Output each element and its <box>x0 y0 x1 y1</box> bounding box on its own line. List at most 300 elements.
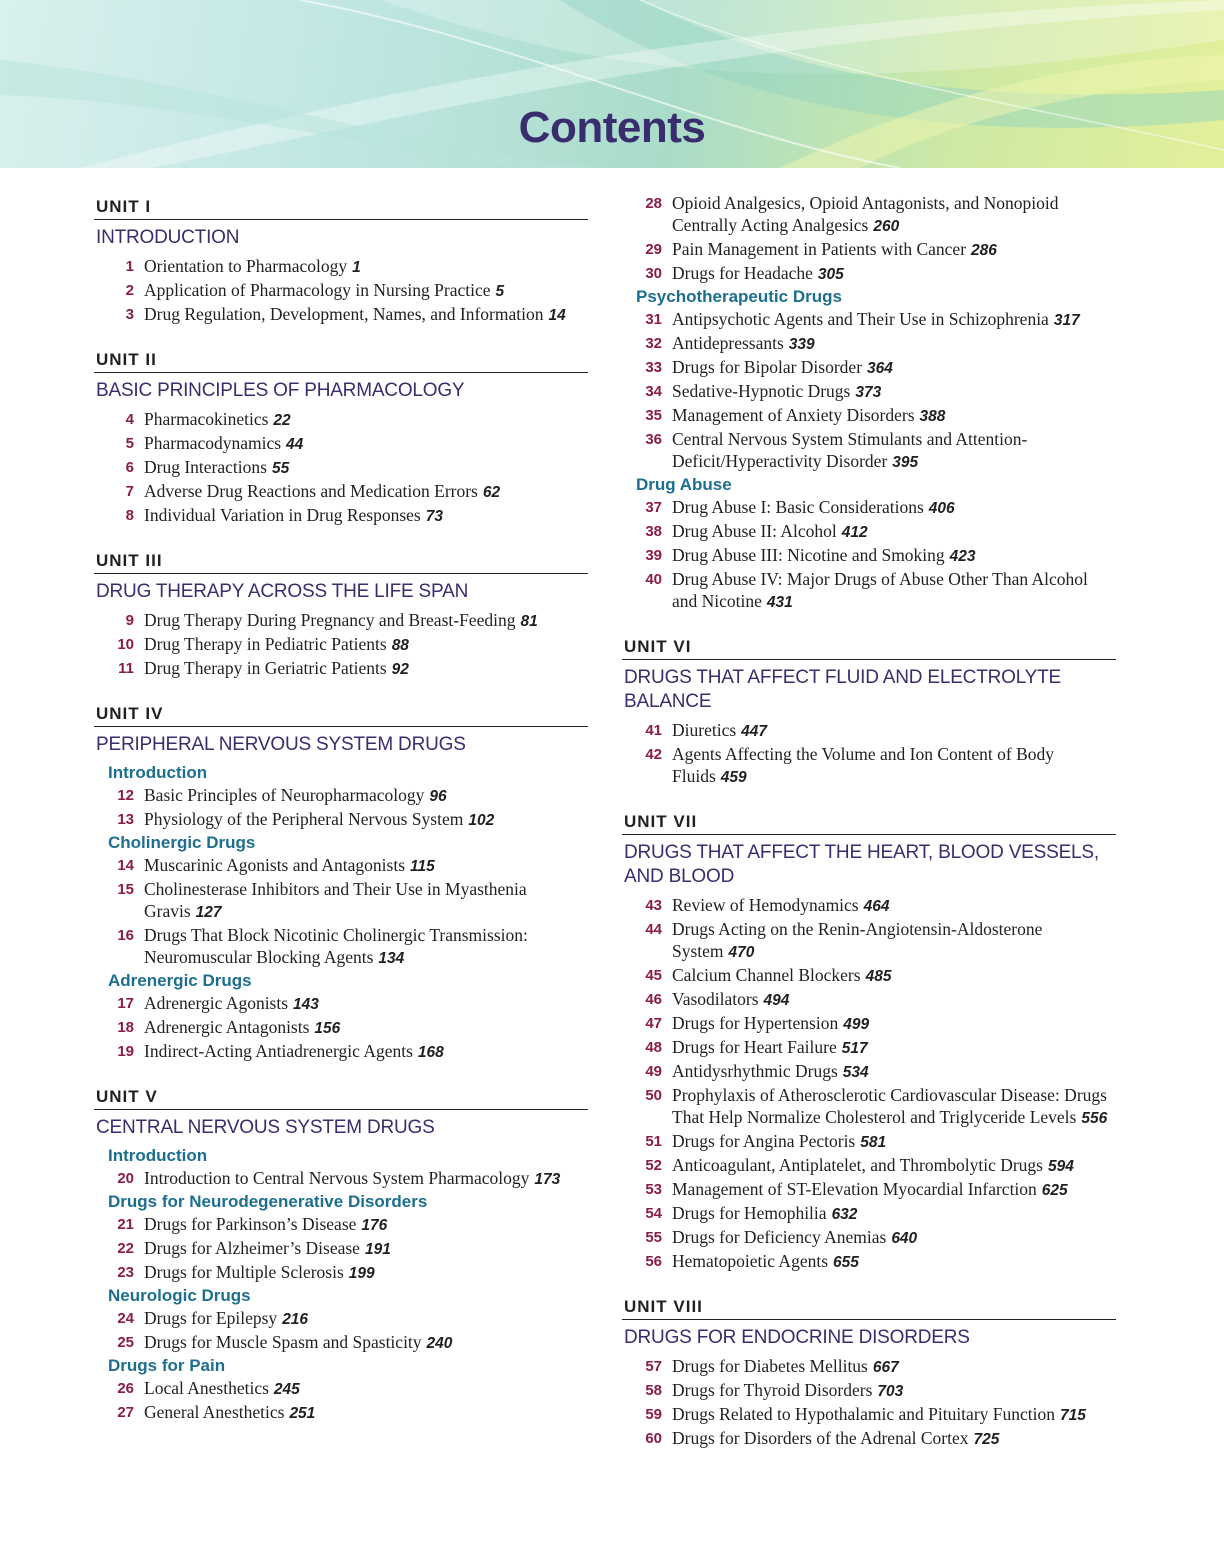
chapter-entry <box>622 743 1116 789</box>
chapter-number: 14 <box>117 857 134 874</box>
unit-block <box>622 1292 1116 1451</box>
chapter-number: 25 <box>117 1334 134 1351</box>
chapter-number: 31 <box>645 311 662 328</box>
chapter-number: 55 <box>645 1229 662 1246</box>
chapter-number: 20 <box>117 1170 134 1187</box>
chapter-page-number: 176 <box>361 1217 388 1234</box>
chapter-entry <box>94 480 588 504</box>
chapter-page-number: 632 <box>831 1206 858 1223</box>
chapter-page-number: 173 <box>534 1171 561 1188</box>
chapter-page-number: 517 <box>841 1040 868 1057</box>
unit-label: UNIT V <box>94 1082 588 1110</box>
chapter-entry <box>622 1202 1116 1226</box>
chapter-entry <box>622 520 1116 544</box>
chapter-text <box>672 496 1116 520</box>
chapter-title: Adrenergic Antagonists <box>144 1017 310 1037</box>
chapter-number: 3 <box>125 306 134 323</box>
section-title: Drug Abuse <box>636 475 732 494</box>
chapter-number: 24 <box>117 1310 134 1327</box>
unit-label: UNIT III <box>94 546 588 574</box>
chapter-number: 49 <box>645 1063 662 1080</box>
chapter-entry <box>94 1016 588 1040</box>
chapter-page-number: 499 <box>843 1016 870 1033</box>
page-title: Contents <box>518 103 706 152</box>
chapter-number: 44 <box>645 921 662 938</box>
chapter-entry <box>94 1167 588 1191</box>
toc-column-left <box>94 192 588 1443</box>
unit-title: DRUG THERAPY ACROSS THE LIFE SPAN <box>96 581 469 602</box>
chapter-title: Drug Therapy in Geriatric Patients <box>144 658 387 678</box>
section-title: Cholinergic Drugs <box>108 833 256 852</box>
chapter-title: Calcium Channel Blockers <box>672 965 861 985</box>
chapter-title: Application of Pharmacology in Nursing Practice <box>144 280 491 300</box>
chapter-title: Management of ST-Elevation Myocardial Infarction <box>672 1179 1037 1199</box>
chapter-text <box>672 1060 1116 1084</box>
chapter-text <box>672 568 1116 614</box>
chapter-entry <box>94 808 588 832</box>
chapter-entry <box>622 404 1116 428</box>
chapter-page-number: 494 <box>763 992 790 1009</box>
chapter-page-number: 73 <box>425 508 443 525</box>
chapter-entry <box>622 1226 1116 1250</box>
chapter-page-number: 191 <box>364 1241 391 1258</box>
chapter-number: 30 <box>645 265 662 282</box>
chapter-number: 46 <box>645 991 662 1008</box>
chapter-entry <box>94 1307 588 1331</box>
chapter-text <box>672 1012 1116 1036</box>
chapter-number: 37 <box>645 499 662 516</box>
chapter-title: Drugs for Disorders of the Adrenal Cortex <box>672 1428 969 1448</box>
chapter-number: 29 <box>645 241 662 258</box>
chapter-text <box>672 380 1116 404</box>
unit-title: BASIC PRINCIPLES OF PHARMACOLOGY <box>96 380 465 401</box>
chapter-entry <box>622 262 1116 286</box>
unit-title: CENTRAL NERVOUS SYSTEM DRUGS <box>96 1117 435 1138</box>
chapter-page-number: 655 <box>833 1254 859 1271</box>
chapter-title: Drugs for Multiple Sclerosis <box>144 1262 344 1282</box>
chapter-text <box>672 1427 1116 1451</box>
chapter-entry <box>94 609 588 633</box>
chapter-page-number: 388 <box>919 408 946 425</box>
unit-title: DRUGS THAT AFFECT FLUID AND ELECTROLYTE BALANCE <box>624 667 1062 712</box>
chapter-text <box>672 1250 1116 1274</box>
chapter-text <box>672 918 1116 964</box>
chapter-number: 56 <box>645 1253 662 1270</box>
chapter-number: 58 <box>645 1382 662 1399</box>
unit-block <box>622 807 1116 1274</box>
chapter-title: Drugs for Muscle Spasm and Spasticity <box>144 1332 422 1352</box>
chapter-entry <box>94 255 588 279</box>
chapter-entry <box>94 924 588 970</box>
chapter-entry <box>622 1130 1116 1154</box>
chapter-entry <box>622 1154 1116 1178</box>
chapter-text <box>672 192 1116 238</box>
chapter-text <box>672 308 1116 332</box>
chapter-entry <box>94 1040 588 1064</box>
chapter-page-number: 447 <box>741 723 768 740</box>
chapter-page-number: 240 <box>426 1335 453 1352</box>
chapter-number: 2 <box>125 282 134 299</box>
chapter-page-number: 556 <box>1081 1110 1108 1127</box>
chapter-number: 34 <box>645 383 662 400</box>
section-title: Neurologic Drugs <box>108 1286 251 1305</box>
chapter-text <box>144 303 588 327</box>
chapter-title: Cholinesterase Inhibitors and Their Use in Myasthenia Gravis <box>144 879 527 921</box>
chapter-number: 45 <box>645 967 662 984</box>
chapter-number: 32 <box>645 335 662 352</box>
chapter-text <box>144 1377 588 1401</box>
chapter-page-number: 667 <box>872 1359 899 1376</box>
chapter-page-number: 485 <box>865 968 892 985</box>
chapter-number: 8 <box>125 507 134 524</box>
chapter-text <box>672 1202 1116 1226</box>
chapter-text <box>144 1401 588 1425</box>
chapter-title: Opioid Analgesics, Opioid Antagonists, and Nonopioid Centrally Acting Analgesics <box>672 193 1059 235</box>
chapter-number: 15 <box>117 881 134 898</box>
unit-block <box>94 699 588 1064</box>
chapter-number: 19 <box>117 1043 134 1060</box>
chapter-title: Drugs for Hemophilia <box>672 1203 827 1223</box>
chapter-entry <box>622 1060 1116 1084</box>
chapter-number: 35 <box>645 407 662 424</box>
chapter-text <box>672 1130 1116 1154</box>
chapter-page-number: 81 <box>520 613 538 630</box>
chapter-number: 16 <box>117 927 134 944</box>
chapter-title: Drugs for Alzheimer’s Disease <box>144 1238 360 1258</box>
chapter-text <box>144 1237 588 1261</box>
chapter-text <box>672 1226 1116 1250</box>
chapter-page-number: 459 <box>720 769 747 786</box>
toc-column-right <box>622 192 1116 1469</box>
chapter-text <box>144 1213 588 1237</box>
chapter-entry <box>622 1250 1116 1274</box>
chapter-title: Management of Anxiety Disorders <box>672 405 915 425</box>
unit-label: UNIT I <box>94 192 588 220</box>
chapter-entry <box>622 428 1116 474</box>
chapter-text <box>144 1331 588 1355</box>
chapter-entry <box>622 918 1116 964</box>
chapter-page-number: 412 <box>841 524 868 541</box>
chapter-title: Drug Abuse II: Alcohol <box>672 521 837 541</box>
chapter-number: 53 <box>645 1181 662 1198</box>
chapter-text <box>672 719 1116 743</box>
chapter-title: Drugs for Heart Failure <box>672 1037 837 1057</box>
chapter-page-number: 470 <box>728 944 755 961</box>
chapter-text <box>672 356 1116 380</box>
chapter-page-number: 102 <box>468 812 495 829</box>
chapter-page-number: 260 <box>873 218 900 235</box>
chapter-entry <box>94 504 588 528</box>
chapter-page-number: 339 <box>788 336 815 353</box>
chapter-entry <box>622 308 1116 332</box>
unit-label: UNIT VIII <box>622 1292 1116 1320</box>
chapter-title: Drug Abuse I: Basic Considerations <box>672 497 924 517</box>
chapter-page-number: 62 <box>482 484 501 501</box>
chapter-title: Anticoagulant, Antiplatelet, and Thrombolytic Drugs <box>672 1155 1043 1175</box>
chapter-number: 60 <box>645 1430 662 1447</box>
chapter-text <box>672 894 1116 918</box>
chapter-title: Drugs for Angina Pectoris <box>672 1131 856 1151</box>
chapter-page-number: 92 <box>391 661 409 678</box>
chapter-title: Drugs for Headache <box>672 263 813 283</box>
chapter-number: 17 <box>117 995 134 1012</box>
chapter-page-number: 364 <box>867 360 893 377</box>
chapter-title: Introduction to Central Nervous System Pharmacology <box>144 1168 530 1188</box>
chapter-page-number: 395 <box>892 454 919 471</box>
unit-title: PERIPHERAL NERVOUS SYSTEM DRUGS <box>96 734 466 755</box>
chapter-page-number: 625 <box>1041 1182 1068 1199</box>
chapter-number: 51 <box>645 1133 662 1150</box>
unit-title: INTRODUCTION <box>96 227 240 248</box>
chapter-title: Drug Abuse IV: Major Drugs of Abuse Other Than Alcohol and Nicotine <box>672 569 1088 611</box>
chapter-entry <box>94 1237 588 1261</box>
chapter-number: 59 <box>645 1406 662 1423</box>
chapter-title: Pharmacodynamics <box>144 433 282 453</box>
chapter-title: Drugs for Hypertension <box>672 1013 839 1033</box>
chapter-number: 5 <box>125 435 134 452</box>
chapter-page-number: 143 <box>293 996 319 1013</box>
chapter-page-number: 96 <box>429 788 447 805</box>
chapter-text <box>144 1040 588 1064</box>
chapter-page-number: 14 <box>548 307 566 324</box>
chapter-entry <box>94 878 588 924</box>
chapter-entry <box>94 432 588 456</box>
chapter-number: 22 <box>117 1240 134 1257</box>
chapter-title: Adrenergic Agonists <box>144 993 289 1013</box>
chapter-text <box>144 808 588 832</box>
chapter-text <box>672 1036 1116 1060</box>
chapter-page-number: 581 <box>860 1134 887 1151</box>
chapter-number: 13 <box>117 811 134 828</box>
section-title: Introduction <box>108 1146 208 1165</box>
unit-title: DRUGS FOR ENDOCRINE DISORDERS <box>624 1327 970 1348</box>
chapter-text <box>144 657 588 681</box>
chapter-entry <box>622 192 1116 238</box>
chapter-number: 50 <box>645 1087 662 1104</box>
chapter-title: Diuretics <box>672 720 737 740</box>
chapter-number: 23 <box>117 1264 134 1281</box>
chapter-page-number: 55 <box>271 460 290 477</box>
chapter-text <box>672 520 1116 544</box>
chapter-entry <box>622 719 1116 743</box>
chapter-title: Review of Hemodynamics <box>672 895 859 915</box>
chapter-page-number: 715 <box>1060 1407 1086 1424</box>
chapter-text <box>672 1154 1116 1178</box>
chapter-number: 33 <box>645 359 662 376</box>
chapter-title: Drugs for Diabetes Mellitus <box>672 1356 868 1376</box>
chapter-page-number: 199 <box>348 1265 375 1282</box>
chapter-text <box>144 408 588 432</box>
chapter-entry <box>94 657 588 681</box>
chapter-entry <box>94 1261 588 1285</box>
chapter-entry <box>622 1012 1116 1036</box>
chapter-entry <box>622 964 1116 988</box>
chapter-text <box>144 1307 588 1331</box>
chapter-title: Prophylaxis of Atherosclerotic Cardiovascular Disease: Drugs That Help Normalize Cholesterol and Triglyceride Levels <box>672 1085 1107 1127</box>
chapter-text <box>672 332 1116 356</box>
chapter-text <box>144 924 588 970</box>
unit-block <box>94 546 588 681</box>
chapter-page-number: 725 <box>973 1431 1000 1448</box>
chapter-text <box>672 262 1116 286</box>
chapter-entry <box>94 456 588 480</box>
chapter-title: Physiology of the Peripheral Nervous System <box>144 809 464 829</box>
chapter-entry <box>94 992 588 1016</box>
chapter-entry <box>622 1178 1116 1202</box>
chapter-title: Antidepressants <box>672 333 784 353</box>
chapter-number: 40 <box>645 571 662 588</box>
chapter-number: 48 <box>645 1039 662 1056</box>
chapter-number: 10 <box>117 636 134 653</box>
chapter-text <box>144 1167 588 1191</box>
chapter-page-number: 127 <box>195 904 222 921</box>
chapter-title: Muscarinic Agonists and Antagonists <box>144 855 406 875</box>
chapter-title: Antipsychotic Agents and Their Use in Schizophrenia <box>672 309 1049 329</box>
chapter-title: Drug Therapy in Pediatric Patients <box>144 634 387 654</box>
unit-label: UNIT IV <box>94 699 588 727</box>
chapter-entry <box>622 988 1116 1012</box>
chapter-title: Drugs for Bipolar Disorder <box>672 357 863 377</box>
chapter-text <box>144 279 588 303</box>
chapter-text <box>144 992 588 1016</box>
chapter-entry <box>622 894 1116 918</box>
chapter-page-number: 640 <box>891 1230 918 1247</box>
chapter-text <box>144 784 588 808</box>
chapter-title: Drugs for Thyroid Disorders <box>672 1380 873 1400</box>
chapter-entry <box>94 633 588 657</box>
chapter-number: 57 <box>645 1358 662 1375</box>
chapter-entry <box>94 1213 588 1237</box>
chapter-text <box>144 633 588 657</box>
chapter-entry <box>622 238 1116 262</box>
chapter-text <box>144 1016 588 1040</box>
unit-block <box>94 192 588 327</box>
chapter-text <box>672 1403 1116 1427</box>
chapter-page-number: 168 <box>417 1044 444 1061</box>
chapter-entry <box>622 356 1116 380</box>
chapter-title: Pharmacokinetics <box>144 409 269 429</box>
chapter-title: Drugs for Parkinson’s Disease <box>144 1214 357 1234</box>
chapter-title: Indirect-Acting Antiadrenergic Agents <box>144 1041 413 1061</box>
chapter-page-number: 216 <box>282 1311 309 1328</box>
chapter-number: 11 <box>118 660 134 677</box>
chapter-entry <box>94 1331 588 1355</box>
chapter-page-number: 115 <box>410 858 435 875</box>
chapter-page-number: 22 <box>273 412 291 429</box>
chapter-entry <box>94 303 588 327</box>
chapter-number: 7 <box>125 483 134 500</box>
chapter-title: Individual Variation in Drug Responses <box>144 505 421 525</box>
chapter-text <box>672 1084 1116 1130</box>
unit-block <box>622 192 1116 614</box>
chapter-entry <box>94 408 588 432</box>
chapter-number: 43 <box>645 897 662 914</box>
chapter-number: 28 <box>645 195 662 212</box>
section-title: Drugs for Pain <box>108 1356 226 1375</box>
chapter-page-number: 431 <box>766 594 793 611</box>
chapter-entry <box>622 1379 1116 1403</box>
chapter-page-number: 406 <box>928 500 955 517</box>
chapter-entry <box>622 1427 1116 1451</box>
chapter-number: 12 <box>117 787 134 804</box>
chapter-text <box>672 1355 1116 1379</box>
unit-label: UNIT II <box>94 345 588 373</box>
chapter-title: Drugs for Deficiency Anemias <box>672 1227 887 1247</box>
chapter-title: General Anesthetics <box>144 1402 285 1422</box>
chapter-page-number: 317 <box>1053 312 1080 329</box>
chapter-entry <box>94 1377 588 1401</box>
chapter-page-number: 534 <box>842 1064 869 1081</box>
chapter-entry <box>622 1355 1116 1379</box>
chapter-text <box>672 743 1116 789</box>
chapter-number: 38 <box>645 523 662 540</box>
chapter-text <box>144 878 588 924</box>
section-title: Drugs for Neurodegenerative Disorders <box>108 1192 428 1211</box>
chapter-page-number: 703 <box>877 1383 904 1400</box>
chapter-title: Drugs for Epilepsy <box>144 1308 278 1328</box>
chapter-number: 39 <box>645 547 662 564</box>
chapter-page-number: 305 <box>817 266 844 283</box>
chapter-entry <box>94 1401 588 1425</box>
chapter-title: Agents Affecting the Volume and Ion Content of Body Fluids <box>672 744 1055 786</box>
chapter-title: Drugs Related to Hypothalamic and Pituitary Function <box>672 1404 1055 1424</box>
chapter-text <box>672 404 1116 428</box>
chapter-text <box>672 238 1116 262</box>
chapter-page-number: 156 <box>314 1020 341 1037</box>
chapter-title: Pain Management in Patients with Cancer <box>672 239 967 259</box>
chapter-number: 41 <box>645 722 662 739</box>
chapter-number: 1 <box>125 258 134 275</box>
chapter-title: Drug Therapy During Pregnancy and Breast-Feeding <box>144 610 516 630</box>
chapter-text <box>672 428 1116 474</box>
chapter-number: 18 <box>117 1019 134 1036</box>
chapter-page-number: 251 <box>289 1405 316 1422</box>
chapter-text <box>672 544 1116 568</box>
unit-label: UNIT VI <box>622 632 1116 660</box>
unit-block <box>622 632 1116 789</box>
chapter-page-number: 44 <box>286 436 304 453</box>
chapter-text <box>144 255 588 279</box>
chapter-number: 27 <box>117 1404 134 1421</box>
chapter-number: 42 <box>645 746 662 763</box>
chapter-page-number: 373 <box>855 384 882 401</box>
chapter-title: Central Nervous System Stimulants and Attention-Deficit/Hyperactivity Disorder <box>672 429 1028 471</box>
chapter-text <box>144 854 588 878</box>
chapter-text <box>144 504 588 528</box>
chapter-text <box>144 480 588 504</box>
chapter-text <box>672 988 1116 1012</box>
chapter-number: 54 <box>645 1205 662 1222</box>
chapter-text <box>144 456 588 480</box>
chapter-entry <box>622 380 1116 404</box>
chapter-title: Basic Principles of Neuropharmacology <box>144 785 425 805</box>
chapter-entry <box>622 1036 1116 1060</box>
unit-block <box>94 1082 588 1425</box>
header-banner <box>0 0 1224 168</box>
chapter-entry <box>622 544 1116 568</box>
chapter-number: 6 <box>125 459 134 476</box>
chapter-title: Drug Interactions <box>144 457 267 477</box>
chapter-entry <box>622 1084 1116 1130</box>
chapter-entry <box>94 784 588 808</box>
section-title: Introduction <box>108 763 208 782</box>
chapter-text <box>144 609 588 633</box>
chapter-title: Hematopoietic Agents <box>672 1251 829 1271</box>
chapter-title: Sedative-Hypnotic Drugs <box>672 381 851 401</box>
section-title: Adrenergic Drugs <box>108 971 252 990</box>
chapter-page-number: 423 <box>949 548 976 565</box>
chapter-entry <box>94 854 588 878</box>
